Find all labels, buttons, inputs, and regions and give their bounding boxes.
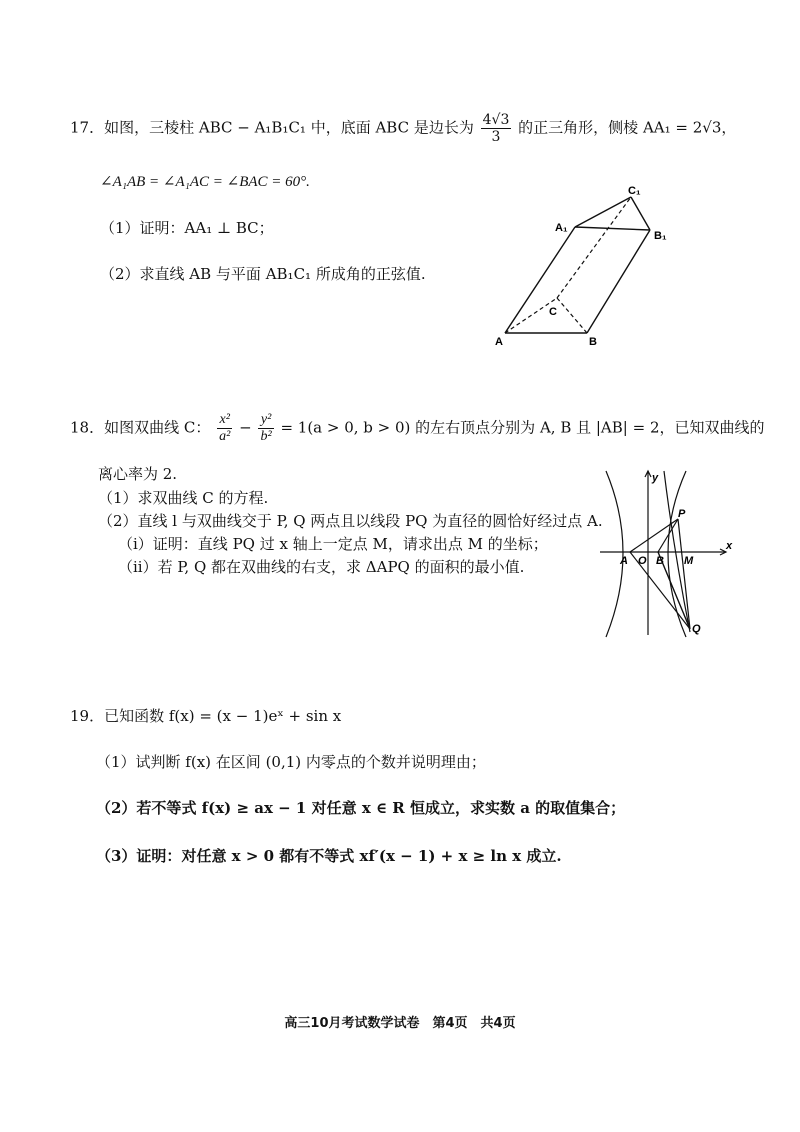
hyperbola-figure (598, 467, 738, 642)
q18-sub1: （1）求双曲线 C 的方程. (98, 489, 269, 507)
hyperbola-label-o: O (638, 555, 647, 567)
q18-minus: − (239, 418, 252, 437)
prism-label-a1: A₁ (555, 222, 568, 234)
prism-label-b: B (589, 336, 597, 348)
q18-stem (70, 412, 765, 445)
prism-label-c: C (549, 306, 557, 318)
hyperbola-label-x: x (726, 540, 733, 552)
q18-fraction-y-num: y² (258, 412, 273, 429)
q18-fraction-x-num: x² (217, 412, 232, 429)
q18-sub2-ii: （ii）若 P, Q 都在双曲线的右支，求 ΔAPQ 的面积的最小值. (118, 558, 525, 576)
hyperbola-label-b: B (656, 555, 664, 567)
hyperbola-label-q: Q (692, 623, 701, 635)
prism-label-c1: C₁ (628, 185, 641, 197)
prism-label-b1: B₁ (654, 230, 667, 242)
q18-stem-part2: = 1(a > 0, b > 0) 的左右顶点分别为 A, B 且 |AB| = 2，已知双曲线的 (280, 418, 765, 437)
q19-stem: 19．已知函数 f(x) = (x − 1)eˣ + sin x (70, 707, 342, 725)
q17-stem-part2: 的正三角形，侧棱 AA₁ = 2√3， (518, 118, 737, 137)
q19-sub2: （2）若不等式 f(x) ≥ ax − 1 对任意 x ∈ R 恒成立，求实数 a 的取值集合； (96, 799, 626, 817)
hyperbola-label-y: y (652, 472, 659, 484)
hyperbola-label-a: A (620, 555, 628, 567)
page-footer: 高三10月考试数学试卷 第4页 共4页 (284, 1016, 516, 1031)
q17-sub1: （1）证明：AA₁ ⊥ BC； (100, 219, 274, 237)
q18-fraction-x-den: a² (219, 429, 231, 444)
q18-fraction-y-den: b² (260, 429, 272, 444)
q17-sub2: （2）求直线 AB 与平面 AB₁C₁ 所成角的正弦值. (100, 265, 426, 283)
q17-stem-part1: 17．如图，三棱柱 ABC − A₁B₁C₁ 中，底面 ABC 是边长为 (70, 118, 474, 137)
q18-sub2-i: （i）证明：直线 PQ 过 x 轴上一定点 M，请求出点 M 的坐标； (118, 535, 548, 553)
prism-figure (485, 185, 705, 355)
hyperbola-label-p: P (678, 508, 686, 520)
q17-stem (70, 112, 736, 145)
q17-fraction-numerator: 4√3 (482, 112, 510, 128)
prism-label-a: A (495, 336, 503, 348)
q19-sub3: （3）证明：对任意 x > 0 都有不等式 xf′(x − 1) + x ≥ ln x 成立. (96, 847, 562, 865)
q17-angles: ∠A₁AB = ∠A₁AC = ∠BAC = 60°. (100, 174, 310, 190)
q18-stem-line2: 离心率为 2. (98, 465, 178, 483)
q18-sub2: （2）直线 l 与双曲线交于 P, Q 两点且以线段 PQ 为直径的圆恰好经过点 A. (98, 512, 603, 530)
q18-fraction-y (258, 412, 273, 445)
q18-fraction-x (217, 412, 232, 445)
q17-fraction-denominator: 3 (491, 129, 501, 145)
q17-side-fraction (481, 112, 512, 145)
q18-stem-part1: 18．如图双曲线 C： (70, 418, 211, 437)
hyperbola-label-m: M (684, 555, 694, 567)
q19-sub1: （1）试判断 f(x) 在区间 (0,1) 内零点的个数并说明理由； (96, 753, 486, 771)
